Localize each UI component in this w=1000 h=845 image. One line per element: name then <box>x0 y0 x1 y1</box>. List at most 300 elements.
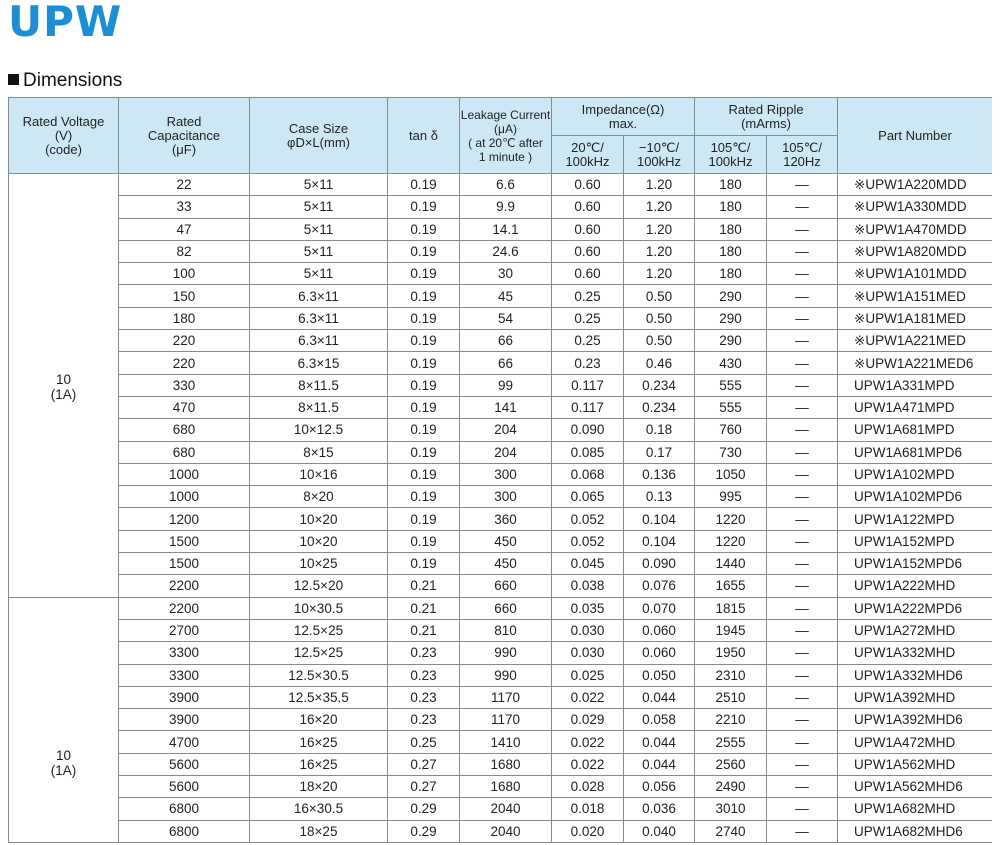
impedance-20c-cell: 0.025 <box>552 664 624 686</box>
part-number-cell: UPW1A152MPD6 <box>838 553 992 575</box>
rated-voltage-cell <box>9 174 119 598</box>
ripple-100khz-cell: 2490 <box>695 776 767 798</box>
ripple-120hz-cell: — <box>767 508 838 530</box>
impedance-minus10c-cell: 0.17 <box>624 441 695 463</box>
capacitance-cell: 47 <box>119 218 250 240</box>
leakage-cell: 1170 <box>460 709 552 731</box>
ripple-100khz-cell: 555 <box>695 396 767 418</box>
capacitance-cell: 1500 <box>119 530 250 552</box>
ripple-120hz-cell: — <box>767 597 838 619</box>
part-number-cell: UPW1A682MHD6 <box>838 820 992 842</box>
table-row <box>9 508 993 530</box>
impedance-20c-cell: 0.25 <box>552 330 624 352</box>
table-row <box>9 553 993 575</box>
part-number-cell: UPW1A102MPD <box>838 463 992 485</box>
ripple-100khz-cell: 1440 <box>695 553 767 575</box>
impedance-20c-cell: 0.60 <box>552 218 624 240</box>
table-row <box>9 642 993 664</box>
impedance-minus10c-cell: 0.044 <box>624 753 695 775</box>
case-size-cell: 10×16 <box>250 463 388 485</box>
header-line: Rated <box>166 113 202 129</box>
header-line: 100kHz <box>565 153 610 169</box>
ripple-120hz-cell: — <box>767 240 838 262</box>
ripple-120hz-cell: — <box>767 374 838 396</box>
ripple-100khz-cell: 290 <box>695 307 767 329</box>
part-number-cell: UPW1A331MPD <box>838 374 992 396</box>
ripple-100khz-cell: 180 <box>695 196 767 218</box>
capacitance-cell: 330 <box>119 374 250 396</box>
capacitance-cell: 1000 <box>119 463 250 485</box>
impedance-20c-cell: 0.030 <box>552 642 624 664</box>
voltage-value: 10 <box>55 747 72 763</box>
ripple-120hz-cell: — <box>767 642 838 664</box>
leakage-cell: 9.9 <box>460 196 552 218</box>
impedance-minus10c-cell: 1.20 <box>624 174 695 196</box>
ripple-120hz-cell: — <box>767 530 838 552</box>
leakage-cell: 6.6 <box>460 174 552 196</box>
table-row <box>9 575 993 597</box>
leakage-cell: 30 <box>460 263 552 285</box>
impedance-20c-cell: 0.052 <box>552 530 624 552</box>
part-number-cell: UPW1A392MHD <box>838 686 992 708</box>
header-line: 105℃/ <box>710 139 751 155</box>
ripple-120hz-cell: — <box>767 419 838 441</box>
ripple-100khz-cell: 995 <box>695 486 767 508</box>
capacitance-cell: 5600 <box>119 753 250 775</box>
impedance-minus10c-cell: 1.20 <box>624 218 695 240</box>
impedance-minus10c-cell: 0.46 <box>624 352 695 374</box>
capacitance-cell: 680 <box>119 441 250 463</box>
tan-delta-cell: 0.19 <box>388 441 460 463</box>
case-size-cell: 5×11 <box>250 196 388 218</box>
tan-delta-cell: 0.23 <box>388 642 460 664</box>
capacitance-cell: 3300 <box>119 664 250 686</box>
capacitance-cell: 6800 <box>119 798 250 820</box>
impedance-minus10c-cell: 0.056 <box>624 776 695 798</box>
capacitance-cell: 1500 <box>119 553 250 575</box>
part-number-cell: UPW1A222MHD <box>838 575 992 597</box>
capacitance-cell: 100 <box>119 263 250 285</box>
capacitance-cell: 33 <box>119 196 250 218</box>
part-number-cell: UPW1A562MHD6 <box>838 776 992 798</box>
part-number-cell: UPW1A152MPD <box>838 530 992 552</box>
table-row <box>9 619 993 641</box>
case-size-cell: 16×20 <box>250 709 388 731</box>
impedance-minus10c-cell: 0.044 <box>624 686 695 708</box>
ripple-100khz-cell: 2740 <box>695 820 767 842</box>
part-number-cell: ※UPW1A151MED <box>838 285 992 307</box>
header-line: (V) <box>54 127 73 143</box>
capacitance-cell: 220 <box>119 330 250 352</box>
tan-delta-cell: 0.25 <box>388 731 460 753</box>
impedance-minus10c-cell: 0.50 <box>624 285 695 307</box>
ripple-120hz-cell: — <box>767 441 838 463</box>
case-size-cell: 16×25 <box>250 753 388 775</box>
case-size-cell: 12.5×25 <box>250 619 388 641</box>
tan-delta-cell: 0.19 <box>388 463 460 485</box>
header-line: φD×L(mm) <box>287 134 350 150</box>
header-line: (code) <box>45 141 82 157</box>
table-row <box>9 441 993 463</box>
ripple-100khz-cell: 290 <box>695 285 767 307</box>
leakage-cell: 204 <box>460 419 552 441</box>
part-number-cell: UPW1A562MHD <box>838 753 992 775</box>
leakage-cell: 14.1 <box>460 218 552 240</box>
section-title <box>8 70 122 92</box>
case-size-cell: 18×25 <box>250 820 388 842</box>
part-number-cell: ※UPW1A470MDD <box>838 218 992 240</box>
impedance-minus10c-cell: 0.50 <box>624 307 695 329</box>
tan-delta-cell: 0.29 <box>388 798 460 820</box>
impedance-minus10c-cell: 0.13 <box>624 486 695 508</box>
impedance-20c-cell: 0.60 <box>552 174 624 196</box>
case-size-cell: 12.5×30.5 <box>250 664 388 686</box>
leakage-cell: 66 <box>460 330 552 352</box>
case-size-cell: 10×20 <box>250 530 388 552</box>
tan-delta-cell: 0.19 <box>388 196 460 218</box>
leakage-cell: 1680 <box>460 753 552 775</box>
ripple-120hz-cell: — <box>767 486 838 508</box>
ripple-120hz-cell: — <box>767 753 838 775</box>
ripple-100khz-cell: 2510 <box>695 686 767 708</box>
header-line: ( at 20℃ after <box>468 135 543 150</box>
impedance-20c-cell: 0.028 <box>552 776 624 798</box>
header-tan-delta: tan δ <box>388 98 460 174</box>
impedance-20c-cell: 0.065 <box>552 486 624 508</box>
tan-delta-cell: 0.23 <box>388 686 460 708</box>
header-ripple-105c-100khz <box>695 136 767 174</box>
leakage-cell: 66 <box>460 352 552 374</box>
ripple-100khz-cell: 1945 <box>695 619 767 641</box>
impedance-20c-cell: 0.052 <box>552 508 624 530</box>
impedance-minus10c-cell: 1.20 <box>624 263 695 285</box>
case-size-cell: 8×11.5 <box>250 396 388 418</box>
leakage-cell: 2040 <box>460 820 552 842</box>
leakage-cell: 660 <box>460 597 552 619</box>
table-row <box>9 463 993 485</box>
table-row <box>9 352 993 374</box>
table-row <box>9 731 993 753</box>
ripple-120hz-cell: — <box>767 352 838 374</box>
case-size-cell: 10×20 <box>250 508 388 530</box>
dimensions-table-wrapper <box>8 97 992 845</box>
tan-delta-cell: 0.19 <box>388 240 460 262</box>
leakage-cell: 204 <box>460 441 552 463</box>
tan-delta-cell: 0.19 <box>388 374 460 396</box>
tan-delta-cell: 0.19 <box>388 419 460 441</box>
impedance-minus10c-cell: 0.234 <box>624 396 695 418</box>
tan-delta-cell: 0.19 <box>388 352 460 374</box>
impedance-20c-cell: 0.25 <box>552 285 624 307</box>
table-row <box>9 240 993 262</box>
table-row <box>9 374 993 396</box>
header-line: 105℃/ <box>782 139 822 155</box>
capacitance-cell: 1200 <box>119 508 250 530</box>
case-size-cell: 10×12.5 <box>250 419 388 441</box>
impedance-20c-cell: 0.117 <box>552 374 624 396</box>
header-line: 100kHz <box>636 153 682 169</box>
part-number-cell: ※UPW1A330MDD <box>838 196 992 218</box>
impedance-minus10c-cell: 0.50 <box>624 330 695 352</box>
ripple-100khz-cell: 180 <box>695 240 767 262</box>
table-row <box>9 196 993 218</box>
leakage-cell: 450 <box>460 530 552 552</box>
header-line: Leakage Current <box>460 107 551 122</box>
header-rated-voltage <box>9 98 119 174</box>
table-row <box>9 686 993 708</box>
case-size-cell: 16×30.5 <box>250 798 388 820</box>
capacitance-cell: 6800 <box>119 820 250 842</box>
capacitance-cell: 22 <box>119 174 250 196</box>
header-line: 120Hz <box>783 153 821 169</box>
table-row <box>9 419 993 441</box>
part-number-cell: UPW1A681MPD6 <box>838 441 992 463</box>
leakage-cell: 300 <box>460 463 552 485</box>
ripple-120hz-cell: — <box>767 798 838 820</box>
header-impedance <box>552 98 695 136</box>
section-title-text: Dimensions <box>23 70 123 91</box>
voltage-code: (1A) <box>50 387 77 402</box>
capacitance-cell: 2200 <box>119 597 250 619</box>
header-line: 1 minute ) <box>478 149 533 164</box>
tan-delta-cell: 0.27 <box>388 753 460 775</box>
impedance-20c-cell: 0.035 <box>552 597 624 619</box>
tan-delta-cell: 0.19 <box>388 330 460 352</box>
part-number-cell: ※UPW1A820MDD <box>838 240 992 262</box>
capacitance-cell: 5600 <box>119 776 250 798</box>
case-size-cell: 16×25 <box>250 731 388 753</box>
table-body <box>9 174 993 843</box>
case-size-cell: 5×11 <box>250 218 388 240</box>
impedance-minus10c-cell: 0.060 <box>624 642 695 664</box>
leakage-cell: 54 <box>460 307 552 329</box>
case-size-cell: 8×20 <box>250 486 388 508</box>
header-line: Case Size <box>288 120 349 136</box>
tan-delta-cell: 0.19 <box>388 508 460 530</box>
capacitance-cell: 220 <box>119 352 250 374</box>
part-number-cell: UPW1A472MHD <box>838 731 992 753</box>
capacitance-cell: 3900 <box>119 709 250 731</box>
leakage-cell: 360 <box>460 508 552 530</box>
ripple-120hz-cell: — <box>767 285 838 307</box>
voltage-value: 10 <box>55 372 72 387</box>
table-row <box>9 263 993 285</box>
part-number-cell: UPW1A332MHD6 <box>838 664 992 686</box>
rated-voltage-cell <box>9 597 119 842</box>
ripple-100khz-cell: 180 <box>695 218 767 240</box>
part-number-cell: UPW1A681MPD <box>838 419 992 441</box>
header-imp-20c <box>552 136 624 174</box>
impedance-minus10c-cell: 0.058 <box>624 709 695 731</box>
part-number-cell: UPW1A222MPD6 <box>838 597 992 619</box>
table-row <box>9 753 993 775</box>
impedance-minus10c-cell: 0.044 <box>624 731 695 753</box>
ripple-120hz-cell: — <box>767 463 838 485</box>
header-line: Rated Voltage <box>22 113 105 129</box>
case-size-cell: 8×11.5 <box>250 374 388 396</box>
impedance-20c-cell: 0.029 <box>552 709 624 731</box>
impedance-minus10c-cell: 0.234 <box>624 374 695 396</box>
table-row <box>9 218 993 240</box>
leakage-cell: 1680 <box>460 776 552 798</box>
capacitance-cell: 150 <box>119 285 250 307</box>
capacitance-cell: 680 <box>119 419 250 441</box>
ripple-120hz-cell: — <box>767 619 838 641</box>
header-rated-ripple <box>695 98 838 136</box>
part-number-cell: ※UPW1A221MED6 <box>838 352 992 374</box>
impedance-20c-cell: 0.085 <box>552 441 624 463</box>
header-part-number: Part Number <box>838 98 992 174</box>
tan-delta-cell: 0.21 <box>388 597 460 619</box>
impedance-minus10c-cell: 1.20 <box>624 196 695 218</box>
tan-delta-cell: 0.29 <box>388 820 460 842</box>
ripple-100khz-cell: 555 <box>695 374 767 396</box>
capacitance-cell: 3300 <box>119 642 250 664</box>
impedance-minus10c-cell: 0.076 <box>624 575 695 597</box>
case-size-cell: 12.5×20 <box>250 575 388 597</box>
ripple-120hz-cell: — <box>767 664 838 686</box>
table-row <box>9 798 993 820</box>
table-row <box>9 174 993 196</box>
table-row <box>9 330 993 352</box>
case-size-cell: 6.3×11 <box>250 307 388 329</box>
tan-delta-cell: 0.19 <box>388 530 460 552</box>
ripple-100khz-cell: 2310 <box>695 664 767 686</box>
header-line: (mArms) <box>741 115 791 131</box>
case-size-cell: 5×11 <box>250 263 388 285</box>
capacitance-cell: 470 <box>119 396 250 418</box>
header-line: −10℃/ <box>638 139 680 155</box>
table-row <box>9 597 993 619</box>
impedance-20c-cell: 0.022 <box>552 686 624 708</box>
ripple-120hz-cell: — <box>767 686 838 708</box>
impedance-minus10c-cell: 0.060 <box>624 619 695 641</box>
tan-delta-cell: 0.19 <box>388 174 460 196</box>
part-number-cell: UPW1A392MHD6 <box>838 709 992 731</box>
tan-delta-cell: 0.19 <box>388 396 460 418</box>
impedance-minus10c-cell: 0.036 <box>624 798 695 820</box>
tan-delta-cell: 0.23 <box>388 709 460 731</box>
ripple-120hz-cell: — <box>767 731 838 753</box>
case-size-cell: 12.5×25 <box>250 642 388 664</box>
tan-delta-cell: 0.19 <box>388 553 460 575</box>
header-leakage-current <box>460 98 552 174</box>
ripple-120hz-cell: — <box>767 330 838 352</box>
case-size-cell: 10×25 <box>250 553 388 575</box>
leakage-cell: 660 <box>460 575 552 597</box>
tan-delta-cell: 0.21 <box>388 575 460 597</box>
case-size-cell: 5×11 <box>250 174 388 196</box>
ripple-100khz-cell: 1220 <box>695 508 767 530</box>
capacitance-cell: 82 <box>119 240 250 262</box>
ripple-120hz-cell: — <box>767 820 838 842</box>
case-size-cell: 5×11 <box>250 240 388 262</box>
leakage-cell: 450 <box>460 553 552 575</box>
ripple-100khz-cell: 1950 <box>695 642 767 664</box>
impedance-minus10c-cell: 0.104 <box>624 530 695 552</box>
ripple-120hz-cell: — <box>767 709 838 731</box>
case-size-cell: 10×30.5 <box>250 597 388 619</box>
ripple-100khz-cell: 1815 <box>695 597 767 619</box>
series-logo: UPW <box>8 0 123 46</box>
case-size-cell: 6.3×11 <box>250 285 388 307</box>
ripple-100khz-cell: 1655 <box>695 575 767 597</box>
tan-delta-cell: 0.19 <box>388 307 460 329</box>
leakage-cell: 24.6 <box>460 240 552 262</box>
ripple-100khz-cell: 290 <box>695 330 767 352</box>
header-line: 100kHz <box>708 153 753 169</box>
header-ripple-105c-120hz <box>767 136 838 174</box>
impedance-minus10c-cell: 0.070 <box>624 597 695 619</box>
capacitance-cell: 2700 <box>119 619 250 641</box>
impedance-20c-cell: 0.25 <box>552 307 624 329</box>
square-bullet-icon <box>8 74 19 85</box>
impedance-minus10c-cell: 1.20 <box>624 240 695 262</box>
part-number-cell: UPW1A272MHD <box>838 619 992 641</box>
case-size-cell: 6.3×15 <box>250 352 388 374</box>
table-row <box>9 820 993 842</box>
ripple-120hz-cell: — <box>767 776 838 798</box>
leakage-cell: 810 <box>460 619 552 641</box>
capacitance-cell: 4700 <box>119 731 250 753</box>
ripple-100khz-cell: 1220 <box>695 530 767 552</box>
table-row <box>9 486 993 508</box>
tan-delta-cell: 0.19 <box>388 285 460 307</box>
ripple-100khz-cell: 1050 <box>695 463 767 485</box>
capacitance-cell: 1000 <box>119 486 250 508</box>
header-line: (μF) <box>171 141 197 157</box>
leakage-cell: 1410 <box>460 731 552 753</box>
impedance-20c-cell: 0.030 <box>552 619 624 641</box>
header-line: Rated Ripple <box>728 101 804 117</box>
impedance-20c-cell: 0.045 <box>552 553 624 575</box>
header-rated-capacitance <box>119 98 250 174</box>
voltage-code: (1A) <box>50 762 77 778</box>
leakage-cell: 1170 <box>460 686 552 708</box>
ripple-100khz-cell: 430 <box>695 352 767 374</box>
leakage-cell: 990 <box>460 664 552 686</box>
case-size-cell: 6.3×11 <box>250 330 388 352</box>
impedance-20c-cell: 0.022 <box>552 731 624 753</box>
ripple-120hz-cell: — <box>767 263 838 285</box>
table-row <box>9 664 993 686</box>
table-row <box>9 709 993 731</box>
case-size-cell: 18×20 <box>250 776 388 798</box>
impedance-20c-cell: 0.022 <box>552 753 624 775</box>
dimensions-table <box>8 97 992 843</box>
impedance-20c-cell: 0.60 <box>552 263 624 285</box>
tan-delta-cell: 0.21 <box>388 619 460 641</box>
table-row <box>9 776 993 798</box>
ripple-100khz-cell: 3010 <box>695 798 767 820</box>
tan-delta-cell: 0.19 <box>388 218 460 240</box>
impedance-20c-cell: 0.117 <box>552 396 624 418</box>
ripple-100khz-cell: 180 <box>695 174 767 196</box>
impedance-20c-cell: 0.090 <box>552 419 624 441</box>
impedance-minus10c-cell: 0.090 <box>624 553 695 575</box>
header-line: Impedance(Ω) <box>581 101 665 117</box>
ripple-120hz-cell: — <box>767 196 838 218</box>
case-size-cell: 12.5×35.5 <box>250 686 388 708</box>
leakage-cell: 141 <box>460 396 552 418</box>
tan-delta-cell: 0.19 <box>388 263 460 285</box>
table-row <box>9 307 993 329</box>
capacitance-cell: 2200 <box>119 575 250 597</box>
header-line: (μA) <box>494 121 517 136</box>
impedance-20c-cell: 0.068 <box>552 463 624 485</box>
table-row <box>9 396 993 418</box>
ripple-120hz-cell: — <box>767 553 838 575</box>
